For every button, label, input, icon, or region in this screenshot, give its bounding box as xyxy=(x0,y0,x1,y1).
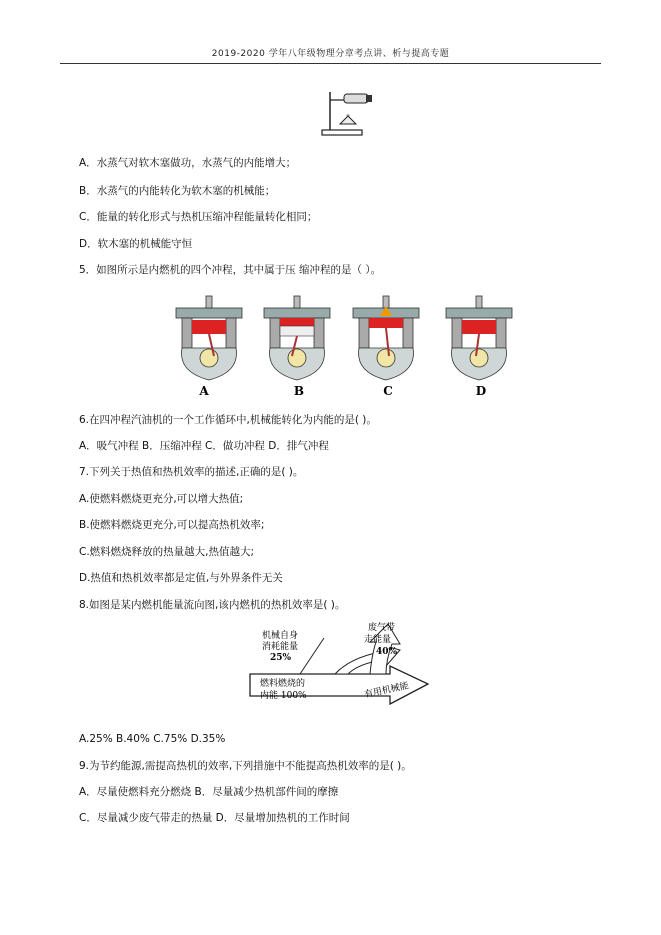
exhaust-label-line1: 废气带 xyxy=(368,623,396,633)
self-loss-percent: 25% xyxy=(270,653,292,663)
q7-stem: 7.下列关于热值和热机效率的描述,正确的是( )。 xyxy=(79,466,304,478)
exhaust-label-line2: 走能量 xyxy=(364,635,392,645)
q4-option-b: B．水蒸气的内能转化为软木塞的机械能； xyxy=(79,185,276,197)
q5-stem: 5．如图所示是内燃机的四个冲程，其中属于压 缩冲程的是（ ）。 xyxy=(79,264,382,276)
q4-option-c: C．能量的转化形式与热机压缩冲程能量转化相同； xyxy=(79,211,318,223)
q4-option-a: A．水蒸气对软木塞做功，水蒸气的内能增大； xyxy=(79,157,297,169)
engine-strokes-figure xyxy=(168,292,513,400)
q4-option-d: D．软木塞的机械能守恒 xyxy=(79,238,193,250)
q8-options: A.25% B.40% C.75% D.35% xyxy=(79,733,226,745)
steam-apparatus-figure xyxy=(318,86,378,138)
q7-option-b: B.使燃料燃烧更充分,可以提高热机效率; xyxy=(79,519,265,531)
q7-option-a: A.使燃料燃烧更充分,可以增大热值; xyxy=(79,493,244,505)
engine-label-b: B xyxy=(293,384,305,398)
q9-options-row1: A．尽量使燃料充分燃烧 B．尽量减少热机部件间的摩擦 xyxy=(79,786,339,798)
q7-option-d: D.热值和热机效率都是定值,与外界条件无关 xyxy=(79,572,283,584)
fuel-label-line2: 内能 100% xyxy=(260,691,307,701)
engine-d-icon xyxy=(446,296,512,380)
engine-c-icon xyxy=(353,296,419,380)
q7-option-c: C.燃料燃烧释放的热量越大,热值越大; xyxy=(79,546,255,558)
fuel-label-line1: 燃料燃烧的 xyxy=(260,679,306,689)
useful-energy-label: 有用机械能 xyxy=(363,681,410,701)
q8-stem: 8.如图是某内燃机能量流向图,该内燃机的热机效率是( )。 xyxy=(79,599,346,611)
q6-stem: 6.在四冲程汽油机的一个工作循环中,机械能转化为内能的是( )。 xyxy=(79,414,377,426)
energy-flow-diagram xyxy=(240,618,432,714)
q9-stem: 9.为节约能源,需提高热机的效率,下列措施中不能提高热机效率的是( )。 xyxy=(79,760,412,772)
header-rule xyxy=(60,63,601,64)
exhaust-percent: 40% xyxy=(376,647,398,657)
engine-label-c: C xyxy=(383,384,393,398)
engine-a-icon xyxy=(176,296,242,380)
q6-options: A．吸气冲程 B．压缩冲程 C．做功冲程 D．排气冲程 xyxy=(79,440,329,452)
engine-label-d: D xyxy=(475,384,487,398)
self-loss-label-line2: 消耗能量 xyxy=(262,642,299,652)
page-header: 2019-2020 学年八年级物理分章考点讲、析与提高专题 xyxy=(211,49,450,59)
engine-b-icon xyxy=(264,296,330,380)
self-loss-label-line1: 机械自身 xyxy=(262,631,299,641)
engine-label-a: A xyxy=(199,384,209,398)
q9-options-row2: C．尽量减少废气带走的热量 D．尽量增加热机的工作时间 xyxy=(79,812,350,824)
